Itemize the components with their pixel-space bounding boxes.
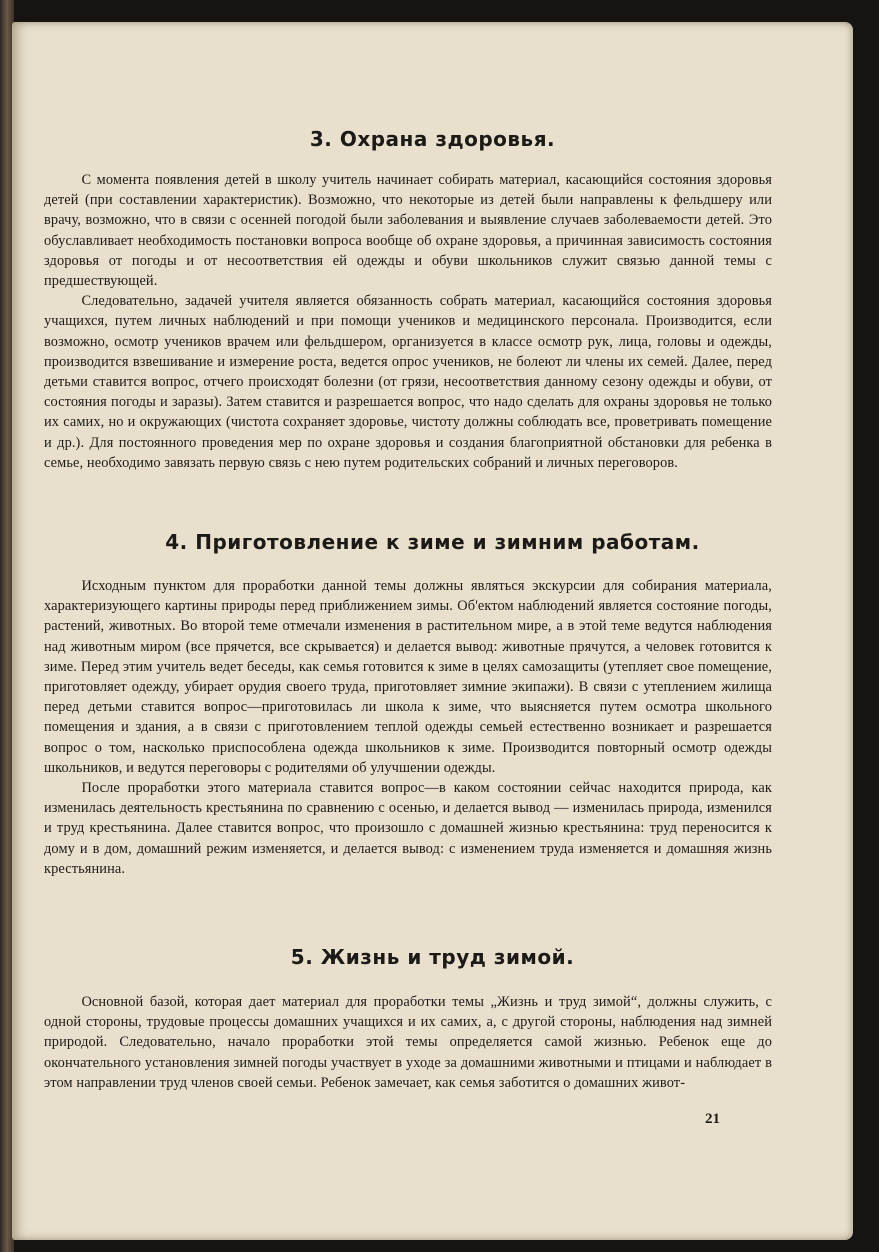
section-heading-health: 3. Охрана здоровья. — [309, 127, 556, 151]
section-body-winter-life — [44, 992, 772, 1093]
paragraph: После проработки этого материала ставится вопрос—в каком состоянии сейчас находится природа, как изменилась деятельность крестьянина по сравнению с осенью, и делается вывод — изменилась природа, изменился и труд крестьянина. Далее ставится вопрос, что произошло с домашней жизнью крестьянина: труд переносится к дому и в дом, домашний режим изменяется, и делается вывод: с изменением труда изменяется и домашняя жизнь крестьянина. — [44, 780, 772, 877]
book-page — [12, 22, 853, 1240]
section-body-winter-prep — [44, 576, 772, 879]
section-heading-winter-prep: 4. Приготовление к зиме и зимним работам. — [165, 530, 700, 554]
paragraph: Следовательно, задачей учителя является обязанность собрать материал, касающийся состояния здоровья учащихся, путем личных наблюдений и при помощи учеников и медицинского персонала. Производится, если возможно, осмотр учеников врачем или фельдшером, организуется в классе осмотр рук, лица, головы и одежды, производится взвешивание и измерение роста, ведется опрос учеников, не болеют ли члены их семей. Далее, перед детьми ставится вопрос, отчего происходят болезни (от грязи, несоответствия данному сезону одежды и обуви, от состояния погоды и заразы). Затем ставится и разрешается вопрос, что надо сделать для охраны здоровья не только их самих, но и окружающих (чистота сохраняет здоровье, чистоту должны соблюдать все, проветривать помещение и др.). Для постоянного проведения мер по охране здоровья и создания благоприятной обстановки для ребенка в семье, необходимо завязать первую связь с нею путем родительских собраний и личных переговоров. — [44, 293, 772, 471]
paragraph: С момента появления детей в школу учитель начинает собирать материал, касающийся состояния здоровья детей (при составлении характеристик). Возможно, что некоторые из детей были направлены к фельдшеру или врачу, возможно, что в связи с осенней погодой были заболевания и выявление случаев заболеваемости детей. Это обуславливает необходимость постановки вопроса вообще об охране здоровья, а причинная зависимость состояния здоровья от погоды и от несоответствия ей одежды и обуви школьников служит связью данной темы с предшествующей. — [44, 172, 772, 290]
paragraph: Исходным пунктом для проработки данной темы должны являться экскурсии для собирания материала, характеризующего картины природы перед приближением зимы. Об'ектом наблюдений является состояние погоды, растений, животных. Во второй теме отмечали изменения в растительном мире, а в этой теме ведутся наблюдения над животным миром (все прячется, все скрывается) и делается вывод: животные прячутся, а человек готовится к зиме. Перед этим учитель ведет беседы, как семья готовится к зиме в целях самозащиты (утепляет свое помещение, приготовляет одежду, убирает орудия своего труда, приготовляет зимние экипажи). В связи с утеплением жилища перед детьми ставится вопрос—приготовилась ли школа к зиме, что выясняется путем осмотра школьного помещения и здания, а в связи с приготовлением теплой одежды семьей естественно возникает и разрешается вопрос о том, насколько приспособлена одежда школьников к зиме. Производится повторный осмотр одежды школьников, и ведутся переговоры с родителями об улучшении одежды. — [44, 578, 772, 776]
section-heading-winter-life: 5. Жизнь и труд зимой. — [290, 945, 575, 969]
paragraph: Основной базой, которая дает материал для проработки темы „Жизнь и труд зимой“, должны служить, с одной стороны, трудовые процессы домашних учащихся и их самих, а, с другой стороны, наблюдения над зимней природой. Следовательно, начало проработки этой темы определяется самой жизнью. Ребенок еще до окончательного установления зимней погоды участвует в уходе за домашними животными и птицами и наблюдает в этом направлении труд членов своей семьи. Ребенок замечает, как семья заботится о домашних живот- — [44, 994, 772, 1091]
page-number: 21 — [705, 1111, 720, 1127]
section-body-health — [44, 170, 772, 473]
